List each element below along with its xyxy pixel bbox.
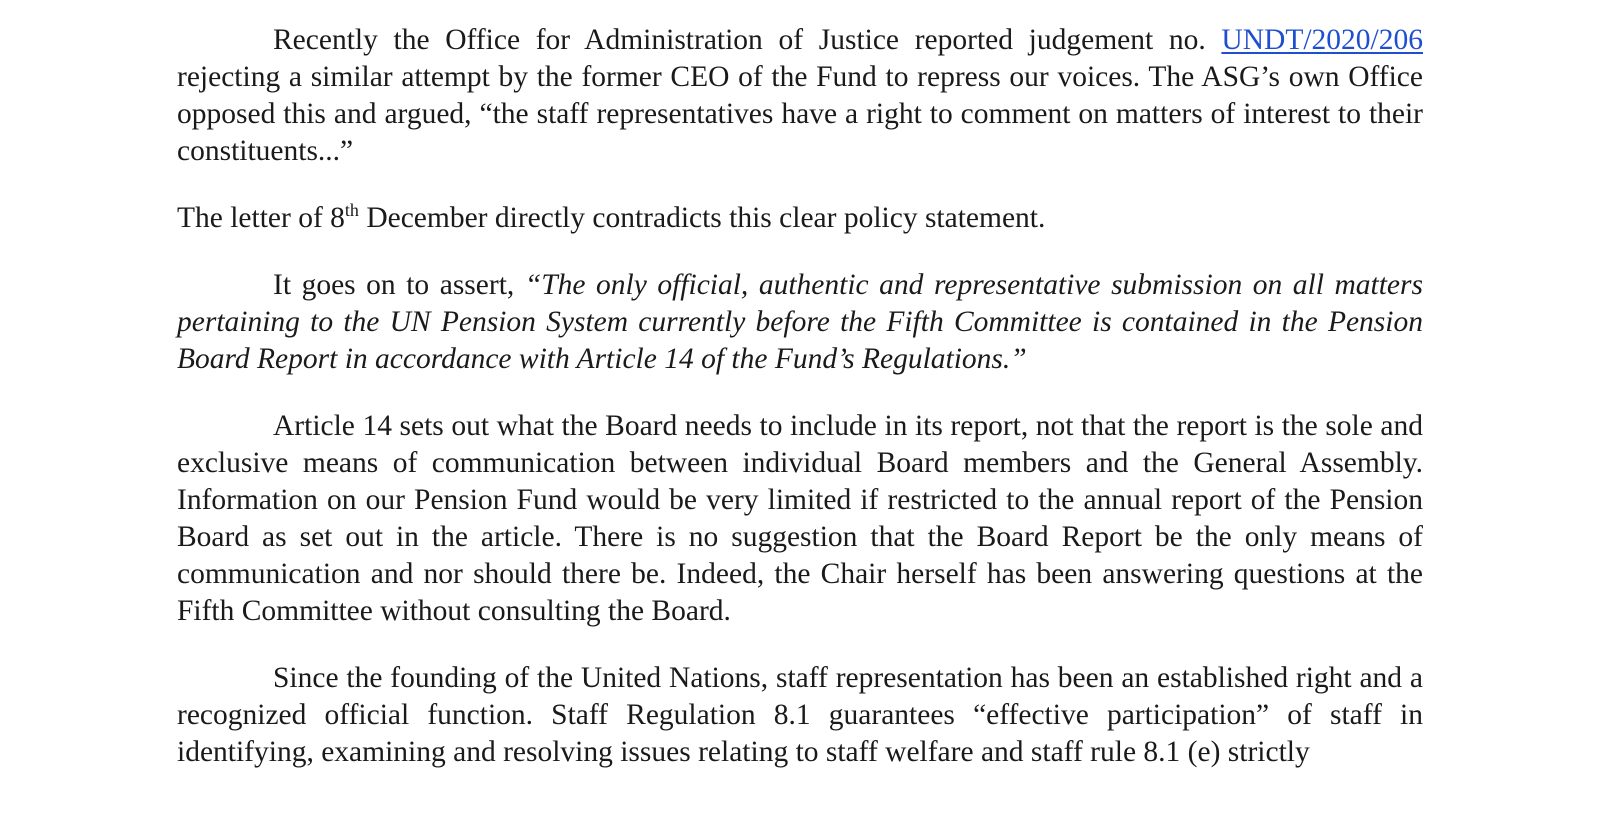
paragraph-assertion-lead: It goes on to assert, — [273, 269, 525, 301]
document-page — [177, 22, 1423, 771]
paragraph-judgement-text-end: rejecting a similar attempt by the former CEO of the Fund to repress our voices. The ASG’s own Office opposed this and argued, “the staff representatives have a right to comment on matters of interest to their constituents...” — [177, 61, 1423, 167]
assertion-quote: “The only official, authentic and representative submission on all matters pertaining to the UN Pension System currently before the Fifth Committee is contained in the Pension Board Report in accordance with Article 14 of the Fund’s Regulations.” — [177, 269, 1423, 375]
judgement-link[interactable]: UNDT/2020/206 — [1221, 24, 1423, 56]
paragraph-letter-text-end: December directly contradicts this clear policy statement. — [358, 202, 1046, 234]
paragraph-judgement — [177, 22, 1423, 170]
paragraph-assertion — [177, 267, 1423, 378]
paragraph-judgement-text-start: Recently the Office for Administration of Justice reported judgement no. — [273, 24, 1222, 56]
ordinal-superscript: th — [344, 200, 359, 221]
paragraph-letter — [177, 200, 1423, 237]
paragraph-article-14: Article 14 sets out what the Board needs to include in its report, not that the report is the sole and exclusive means of communication between individual Board members and the General Assembly. Information on our Pension Fund would be very limited if restricted to the annual report of the Pension Board as set out in the article. There is no suggestion that the Board Report be the only means of communication and nor should there be. Indeed, the Chair herself has been answering questions at the Fifth Committee without consulting the Board. — [177, 410, 1423, 627]
paragraph-letter-text-start: The letter of 8 — [177, 202, 345, 234]
paragraph-staff-representation: Since the founding of the United Nations, staff representation has been an established right and a recognized official function. Staff Regulation 8.1 guarantees “effective participation” of staff in identifying, examining and resolving issues relating to staff welfare and staff rule 8.1 (e) strictly — [177, 662, 1423, 768]
